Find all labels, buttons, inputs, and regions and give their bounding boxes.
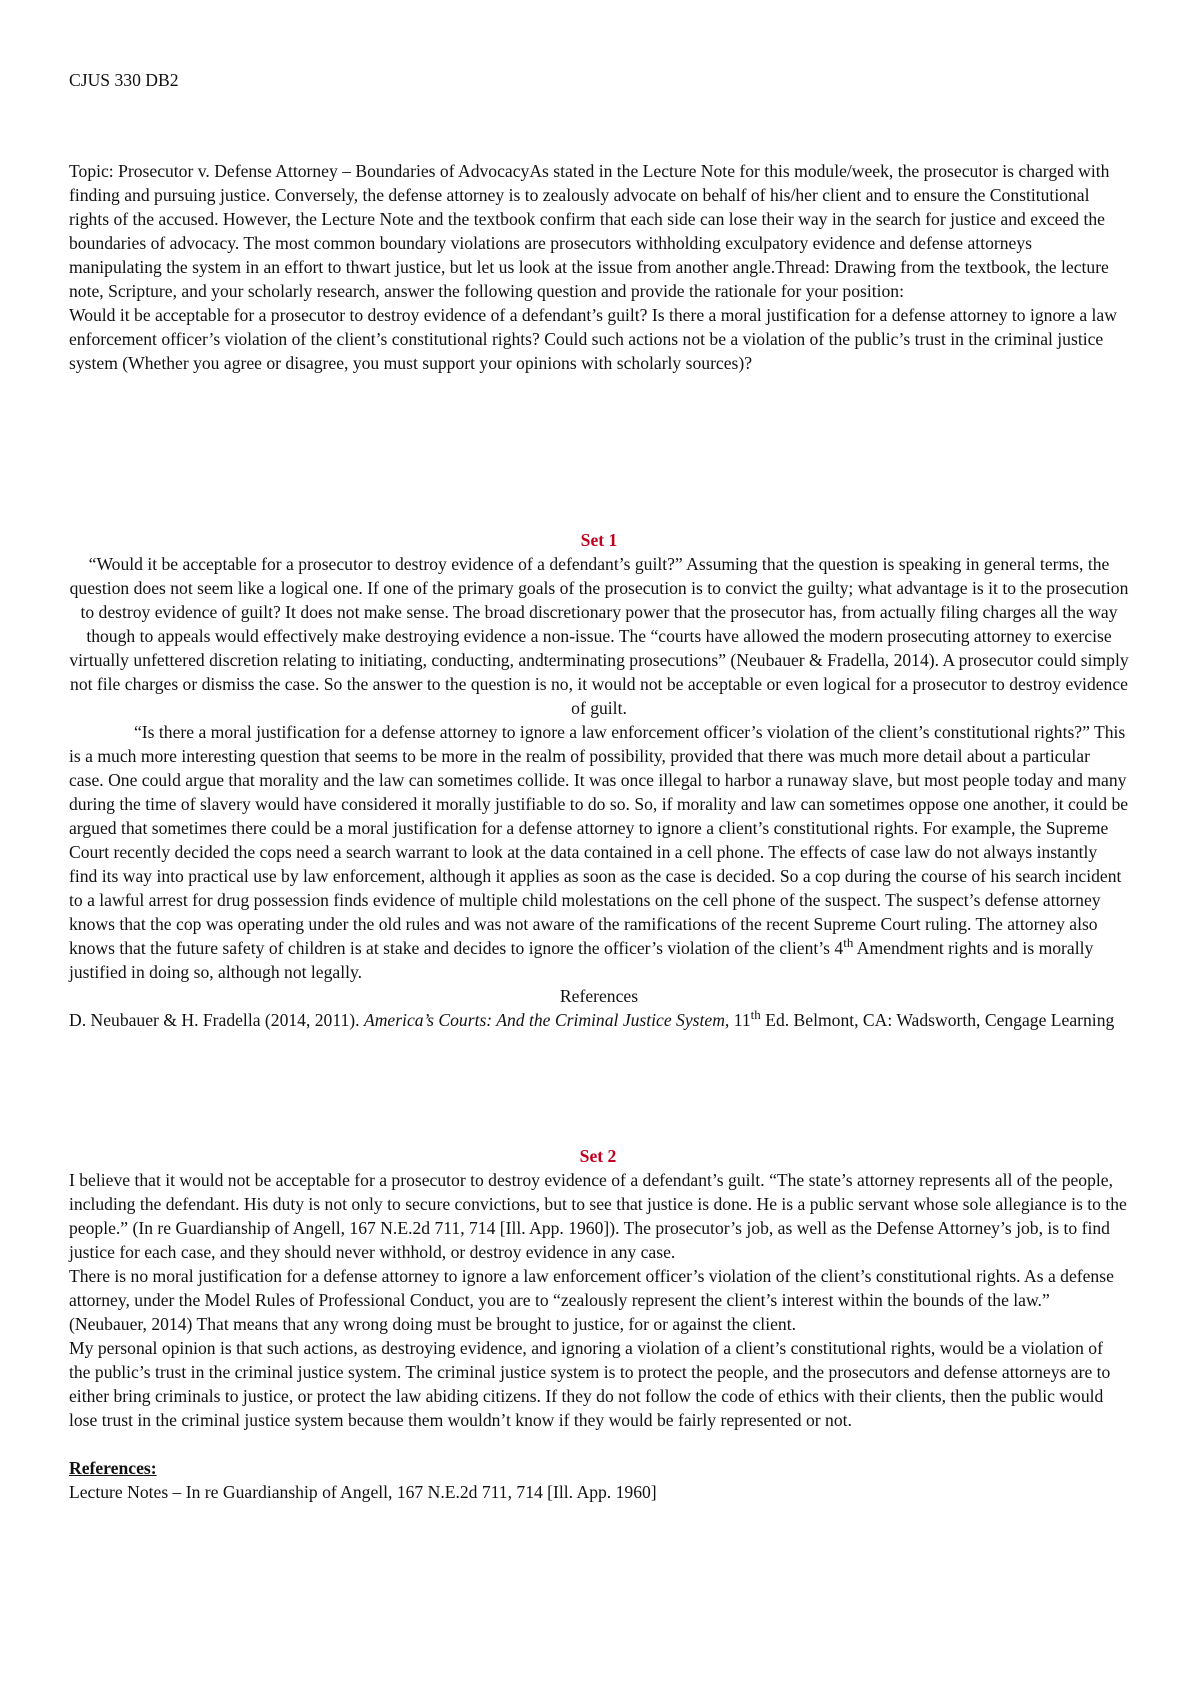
set-1-paragraph-1: “Would it be acceptable for a prosecutor to destroy evidence of a defendant’s guilt?” Assuming that the question is speaking in general terms, the question does not seem like a logical one. If one of the primary goals of the prosecution is to convict the guilty; what advantage is it to the prosecution to destroy evidence of guilt? It does not make sense. The broad discretionary power that the prosecutor has, from actually filing charges all the way though to appeals would effectively make destroying evidence a non-issue. The “courts have allowed the modern prosecuting attorney to exercise virtually unfettered discretion relating to initiating, conducting, andterminating prosecutions” (Neubauer & Fradella, 2014). A prosecutor could simply not file charges or dismiss the case. So the answer to the question is no, it would not be acceptable or even logical for a prosecutor to destroy evidence of guilt. [69, 554, 1129, 718]
reference-publisher: Ed. Belmont, CA: Wadsworth, Cengage Learning [760, 1010, 1115, 1030]
topic-section [69, 159, 1127, 375]
set-1-section [69, 528, 1129, 1032]
set-2-paragraph-3: My personal opinion is that such actions, as destroying evidence, and ignoring a violation of a client’s constitutional rights, would be a violation of the public’s trust in the criminal justice system. The criminal justice system is to protect the people, and the prosecutors and defense attorneys are to either bring criminals to justice, or protect the law abiding citizens. If they do not follow the code of ethics with their clients, then the public would lose trust in the criminal justice system because them wouldn’t know if they would be fairly represented or not. [69, 1338, 1111, 1430]
set-1-title: Set 1 [580, 530, 618, 550]
reference-authors: D. Neubauer & H. Fradella (2014, 2011). [69, 1010, 364, 1030]
set-1-paragraph-2-text: “Is there a moral justification for a defense attorney to ignore a law enforcement officer’s violation of the client’s constitutional rights?” This is a much more interesting question that seems to be more in the realm of possibility, provided that there was much more detail about a particular case. One could argue that morality and the law can sometimes collide. It was once illegal to harbor a runaway slave, but most people today and many during the time of slavery would have considered it morally justifiable to do so. So, if morality and law can sometimes oppose one another, it could be argued that sometimes there could be a moral justification for a defense attorney to ignore a client’s constitutional rights. For example, the Supreme Court recently decided the cops need a search warrant to look at the data contained in a cell phone. The effects of case law do not always instantly find its way into practical use by law enforcement, although it applies as soon as the case is decided. So a cop during the course of his search incident to a lawful arrest for drug possession finds evidence of multiple child molestations on the cell phone of the suspect. The suspect’s defense attorney knows that the cop was operating under the old rules and was not aware of the ramifications of the recent Supreme Court ruling. The attorney also knows that the future safety of children is at stake and decides to ignore the officer’s violation of the client’s 4 [69, 722, 1129, 958]
course-header: CJUS 330 DB2 [69, 70, 179, 90]
question-paragraph: Would it be acceptable for a prosecutor to destroy evidence of a defendant’s guilt? Is there a moral justification for a defense attorney to ignore a law enforcement officer’s violation of the client’s constitutional rights? Could such actions not be a violation of the public’s trust in the criminal justice system (Whether you agree or disagree, you must support your opinions with scholarly sources)? [69, 305, 1117, 373]
set-2-reference: Lecture Notes – In re Guardianship of Angell, 167 N.E.2d 711, 714 [Ill. App. 1960] [69, 1482, 657, 1502]
set-1-references-heading: References [559, 986, 639, 1006]
topic-paragraph: Topic: Prosecutor v. Defense Attorney – Boundaries of AdvocacyAs stated in the Lecture Note for this module/week, the prosecutor is charged with finding and pursuing justice. Conversely, the defense attorney is to zealously advocate on behalf of his/her client and to ensure the Constitutional rights of the accused. However, the Lecture Note and the textbook confirm that each side can lose their way in the search for justice and exceed the boundaries of advocacy. The most common boundary violations are prosecutors withholding exculpatory evidence and defense attorneys manipulating the system in an effort to thwart justice, but let us look at the issue from another angle.Thread: Drawing from the textbook, the lecture note, Scripture, and your scholarly research, answer the following question and provide the rationale for your position: [69, 161, 1110, 301]
set-1-paragraph-2 [69, 720, 1129, 984]
set-2-references-heading: References: [69, 1458, 157, 1478]
set-1-reference [69, 1008, 1129, 1032]
set-2-section [69, 1144, 1127, 1504]
set-2-title: Set 2 [579, 1146, 617, 1166]
reference-edition: 11 [729, 1010, 751, 1030]
set-2-paragraph-1: I believe that it would not be acceptable for a prosecutor to destroy evidence of a defendant’s guilt. “The state’s attorney represents all of the people, including the defendant. His duty is not only to secure convictions, but to see that justice is done. He is a public servant whose sole allegiance is to the people.” (In re Guardianship of Angell, 167 N.E.2d 711, 714 [Ill. App. 1960]). The prosecutor’s job, as well as the Defense Attorney’s job, is to find justice for each case, and they should never withhold, or destroy evidence in any case. [69, 1170, 1127, 1262]
spacer [69, 1432, 1127, 1456]
set-1-paragraph-2-end: Amendment rights and is morally justified in doing so, although not legally. [69, 938, 1094, 982]
reference-book-title: America’s Courts: And the Criminal Justice System, [363, 1010, 730, 1030]
reference-superscript-th: th [750, 1007, 761, 1022]
set-2-paragraph-2: There is no moral justification for a defense attorney to ignore a law enforcement officer’s violation of the client’s constitutional rights. As a defense attorney, under the Model Rules of Professional Conduct, you are to “zealously represent the client’s interest within the bounds of the law.” (Neubauer, 2014) That means that any wrong doing must be brought to justice, for or against the client. [69, 1266, 1114, 1334]
superscript-th: th [843, 935, 854, 950]
